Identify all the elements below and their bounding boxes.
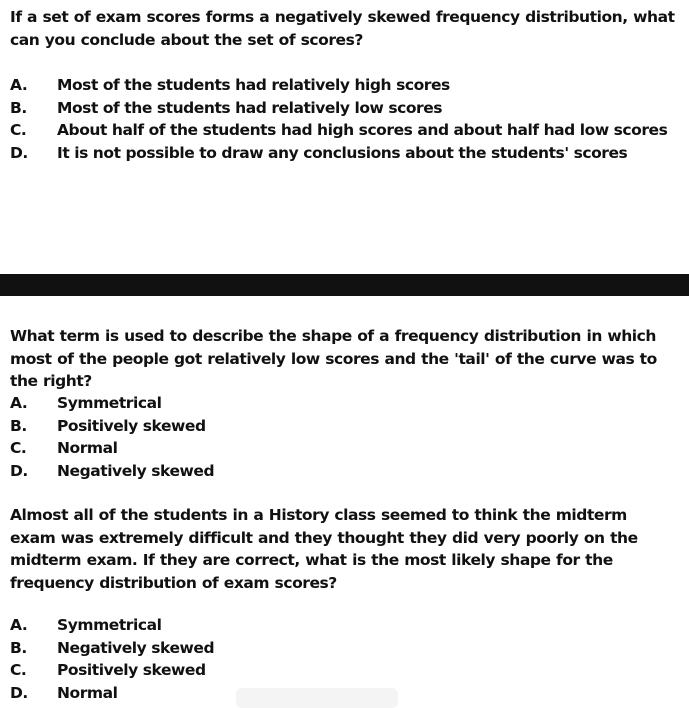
option-text: Normal [57, 683, 118, 702]
option-text: Negatively skewed [57, 461, 215, 480]
question-1-options [10, 74, 680, 164]
option-letter: C. [10, 439, 27, 457]
question-1-option-c[interactable] [10, 119, 680, 142]
option-text: Most of the students had relatively low scores [57, 98, 443, 117]
question-3-option-b[interactable] [10, 637, 680, 660]
question-2-option-d[interactable] [10, 460, 680, 483]
option-text: It is not possible to draw any conclusions about the students' scores [57, 143, 628, 162]
option-text: Positively skewed [57, 416, 206, 435]
option-letter: D. [10, 143, 28, 162]
option-letter: A. [10, 616, 28, 634]
faint-overlay-box [236, 688, 398, 708]
question-2-option-c[interactable] [10, 437, 680, 460]
question-3-text: Almost all of the students in a History class seemed to think the midterm exam was extremely difficult and they thought they did very poorly on the midterm exam. If they are correct, what is the most likely shape for the frequency distribution of exam scores? [10, 506, 638, 592]
question-2-text: What term is used to describe the shape of a frequency distribution in which most of the people got relatively low scores and the 'tail' of the curve was to the right? [10, 327, 657, 390]
question-3-option-a[interactable] [10, 614, 680, 637]
section-divider [0, 274, 689, 296]
question-3-option-c[interactable] [10, 659, 680, 682]
question-1-option-a[interactable] [10, 74, 680, 97]
option-letter: A. [10, 76, 28, 94]
question-2-option-a[interactable] [10, 392, 680, 415]
option-letter: D. [10, 461, 28, 480]
option-text: Negatively skewed [57, 638, 215, 657]
option-text: Most of the students had relatively high scores [57, 76, 450, 94]
option-text: Symmetrical [57, 394, 162, 412]
option-letter: C. [10, 661, 27, 679]
option-letter: B. [10, 98, 27, 117]
option-text: About half of the students had high scores and about half had low scores [57, 121, 668, 139]
question-1-option-b[interactable] [10, 97, 680, 120]
option-text: Symmetrical [57, 616, 162, 634]
option-letter: B. [10, 416, 27, 435]
option-letter: A. [10, 394, 28, 412]
option-letter: B. [10, 638, 27, 657]
option-text: Normal [57, 439, 118, 457]
question-2-options [10, 392, 680, 482]
option-letter: C. [10, 121, 27, 139]
question-1-text: If a set of exam scores forms a negatively skewed frequency distribution, what can you conclude about the set of scores? [10, 8, 675, 49]
option-letter: D. [10, 683, 28, 702]
question-1-option-d[interactable] [10, 142, 680, 165]
question-2-option-b[interactable] [10, 415, 680, 438]
option-text: Positively skewed [57, 661, 206, 679]
